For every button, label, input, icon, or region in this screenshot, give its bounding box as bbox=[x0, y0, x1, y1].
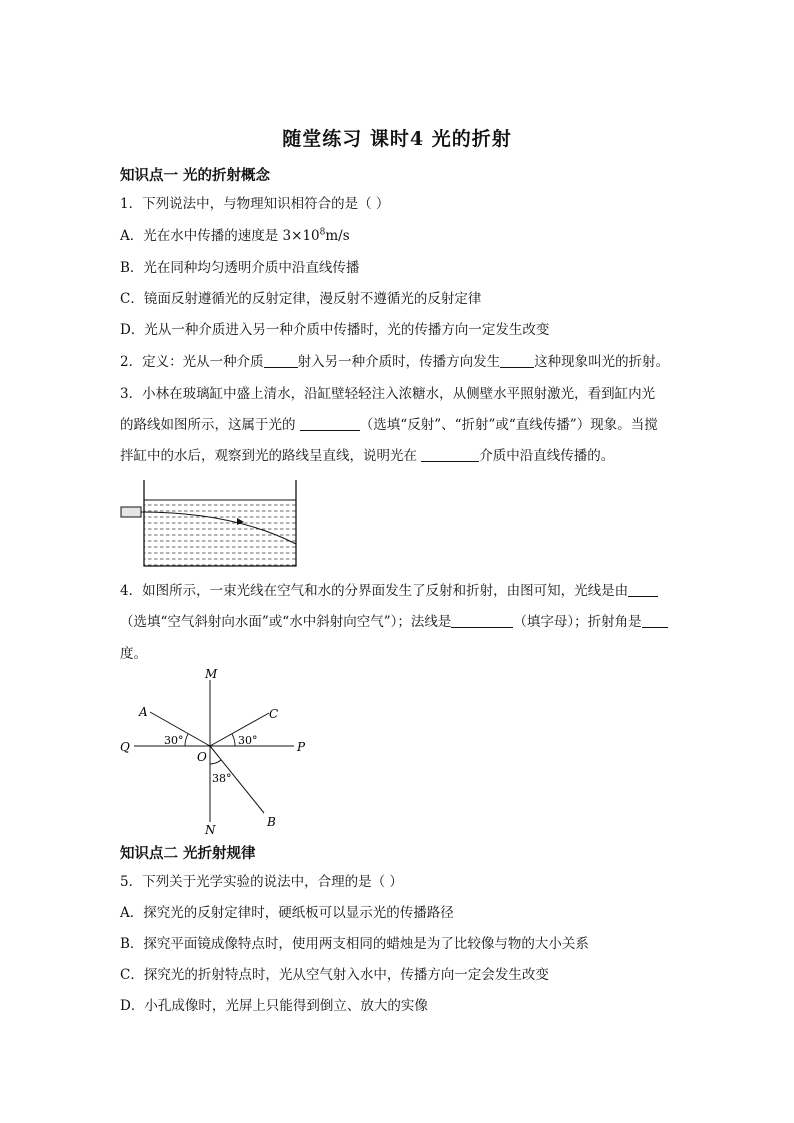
question-1-option-d: D．光从一种介质进入另一种介质中传播时，光的传播方向一定发生改变 bbox=[120, 322, 550, 338]
label-o: O bbox=[197, 750, 207, 764]
label-p: P bbox=[297, 740, 306, 754]
laser-pointer bbox=[121, 507, 141, 517]
question-1-stem: 1．下列说法中，与物理知识相符合的是（ ） bbox=[120, 196, 390, 212]
answer-blank[interactable] bbox=[642, 613, 668, 628]
question-5-option-a: A．探究光的反射定律时，硬纸板可以显示光的传播路径 bbox=[120, 905, 454, 921]
question-4-line-3: 度。 bbox=[120, 646, 147, 662]
label-c: C bbox=[269, 707, 279, 721]
answer-blank[interactable] bbox=[300, 416, 360, 431]
label-q: Q bbox=[120, 740, 130, 754]
label-m: M bbox=[205, 667, 218, 681]
angle-label-right: 30° bbox=[238, 734, 258, 747]
question-3-line-2 bbox=[120, 415, 680, 435]
question-5-option-c: C．探究光的折射特点时，光从空气射入水中，传播方向一定会发生改变 bbox=[120, 967, 549, 983]
q4-text-a: 4．如图所示，一束光线在空气和水的分界面发生了反射和折射，由图可知，光线是由 bbox=[120, 583, 629, 599]
label-a: A bbox=[139, 705, 148, 719]
answer-blank[interactable] bbox=[628, 582, 658, 597]
question-4-line-1 bbox=[120, 581, 680, 601]
option-a-exponent: 8 bbox=[319, 227, 326, 238]
section-heading-2: 知识点二 光折射规律 bbox=[120, 845, 256, 862]
section-heading-1: 知识点一 光的折射概念 bbox=[120, 167, 271, 184]
answer-blank[interactable] bbox=[264, 353, 298, 368]
q4-text-b: （选填“空气斜射向水面”或“水中斜射向空气”）；法线是 bbox=[120, 614, 452, 630]
question-2 bbox=[120, 352, 680, 372]
option-a-unit: m/s bbox=[325, 228, 350, 244]
page-title: 随堂练习 课时4 光的折射 bbox=[282, 128, 512, 150]
q2-part-2: 射入另一种介质时，传播方向发生 bbox=[297, 354, 501, 370]
question-1-option-c: C．镜面反射遵循光的反射定律，漫反射不遵循光的反射定律 bbox=[120, 291, 482, 307]
angle-label-bottom: 38° bbox=[212, 772, 232, 785]
question-5-option-d: D．小孔成像时，光屏上只能得到倒立、放大的实像 bbox=[120, 998, 428, 1014]
q3-text-a: 的路线如图所示，这属于光的 bbox=[120, 417, 300, 433]
question-5-stem: 5．下列关于光学实验的说法中，合理的是（ ） bbox=[120, 874, 403, 890]
q3-text-c: 拌缸中的水后，观察到光的路线呈直线，说明光在 bbox=[120, 448, 422, 464]
answer-blank[interactable] bbox=[421, 447, 479, 462]
question-1-option-a bbox=[120, 226, 680, 246]
question-1-option-b: B．光在同种均匀透明介质中沿直线传播 bbox=[120, 260, 360, 276]
refraction-diagram bbox=[112, 664, 312, 838]
angle-arc-right bbox=[232, 734, 235, 746]
water-fill bbox=[144, 500, 296, 566]
label-b: B bbox=[267, 815, 276, 829]
q3-text-d: 介质中沿直线传播的。 bbox=[479, 448, 615, 464]
question-3-line-3 bbox=[120, 446, 680, 466]
question-5-option-b: B．探究平面镜成像特点时，使用两支相同的蜡烛是为了比较像与物的大小关系 bbox=[120, 936, 589, 952]
angle-label-left: 30° bbox=[164, 734, 184, 747]
question-3-line-1: 3．小林在玻璃缸中盛上清水，沿缸壁轻轻注入浓糖水，从侧壁水平照射激光，看到缸内光 bbox=[120, 386, 656, 402]
option-a-text: A．光在水中传播的速度是 3×10 bbox=[120, 228, 320, 244]
question-4-line-2 bbox=[120, 612, 680, 632]
label-n: N bbox=[205, 823, 216, 837]
q3-text-b: （选填“反射”、“折射”或“直线传播”）现象。当搅 bbox=[359, 417, 658, 433]
q2-part-3: 这种现象叫光的折射。 bbox=[534, 354, 670, 370]
q2-part-1: 2．定义：光从一种介质 bbox=[120, 354, 264, 370]
q4-text-c: （填字母）；折射角是 bbox=[513, 614, 642, 630]
angle-arc-left bbox=[185, 734, 188, 746]
tank-figure bbox=[118, 478, 304, 570]
answer-blank[interactable] bbox=[451, 613, 513, 628]
answer-blank[interactable] bbox=[500, 353, 534, 368]
angle-arc-bottom bbox=[210, 760, 221, 764]
